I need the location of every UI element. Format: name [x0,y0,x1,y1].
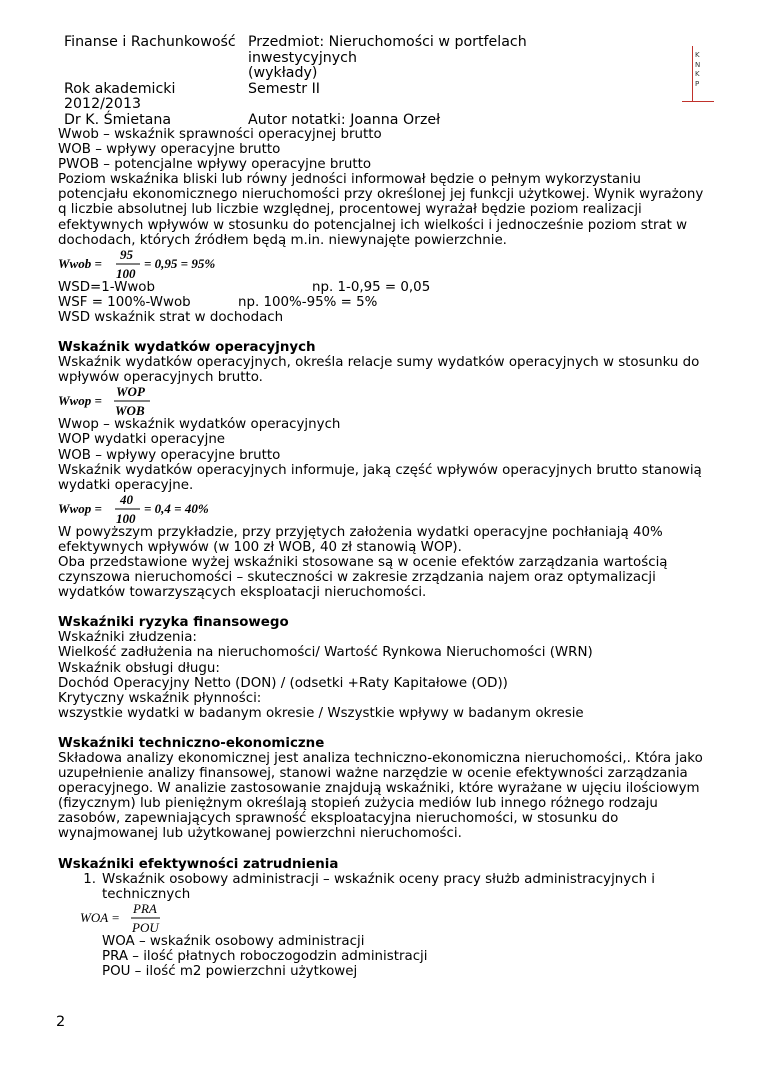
paragraph: W powyższym przykładzie, przy przyjętych założenia wydatki operacyjne pochłaniają 40% efektywnych wpływów (w 100 zł WOB, 40 zł stanowią WOP). [58,524,663,555]
definition-line: Wwop – wskaźnik wydatków operacyjnych [58,417,341,433]
formula-numerator: PRA [133,901,157,916]
wsd-formula: WSD=1-Wwob [58,279,155,295]
definition-line: PWOB – potencjalne wpływy operacyjne brutto [58,157,372,173]
formula-denominator: 100 [116,265,136,280]
definition-line: WOA – wskaźnik osobowy administracji [102,933,365,949]
formula-lhs: Wwob = [58,255,102,271]
faculty-name: Finanse i Rachunkowość [64,34,236,50]
subject-title: Przedmiot: Nieruchomości w portfelach inwestycyjnych [248,34,527,66]
definition-line: WOP wydatki operacyjne [58,432,226,448]
definition-line: Wielkość zadłużenia na nieruchomości/ Wartość Rynkowa Nieruchomości (WRN) [58,645,593,661]
section-heading: Wskaźniki efektywności zatrudnienia [58,856,339,872]
section-heading: Wskaźniki ryzyka finansowego [58,615,289,631]
definition-line: WSD wskaźnik strat w dochodach [58,309,284,325]
formula-numerator: 40 [120,492,133,507]
note-author: Autor notatki: Joanna Orzeł [248,111,441,128]
wsf-formula: WSF = 100%-Wwob [58,294,191,310]
list-number: 1. [83,871,96,887]
paragraph: Oba przedstawione wyżej wskaźniki stosowane są w ocenie efektów zarządzania wartością czynszowa nieruchomości – skuteczności w zakresie zrządzania najem oraz optymalizacji wydatków towarzyszących eksploatacji nieruchomości. [58,554,668,601]
definition-line: wszystkie wydatki w badanym okresie / Wszystkie wpływy w badanym okresie [58,705,584,721]
definition-line: PRA – ilość płatnych roboczogodzin administracji [102,948,428,964]
page-number: 2 [56,1014,66,1030]
formula-wwob [58,248,708,280]
definition-line: Dochód Operacyjny Netto (DON) / (odsetki +Raty Kapitałowe (OD)) [58,675,508,691]
formula-wwop [58,385,708,417]
academic-year-label: Rok akademicki [64,80,176,97]
formula-rhs: = 0,4 = 40% [144,500,209,516]
list-item [58,872,708,902]
definition-line: Krytyczny wskaźnik płynności: [58,690,262,706]
logo-letters: K N K P [695,51,701,88]
formula-denominator: WOB [115,403,145,418]
definition-line: Wskaźnik obsługi długu: [58,660,220,676]
logo-horizontal-line [682,101,714,102]
wsf-example: np. 100%-95% = 5% [238,294,378,310]
paragraph: Poziom wskaźnika bliski lub równy jedności informował będzie o pełnym wykorzystaniu potencjału ekonomicznego nieruchomości przy określonej jej funkcji użytkowej. Wynik wyrażony q liczbie absolutnej lub liczbie względnej, procentowej wyrażał będzie poziom realizacji efektywnych wpływów w stosunku do potencjalnej ich wielkości i jednocześnie poziom strat w dochodach, których źródłem będą m.in. niewynajęte powierzchnie. [58,172,704,248]
definition-line: POU – ilość m2 powierzchni użytkowej [102,964,358,980]
formula-woa [58,902,708,934]
wsd-example: np. 1-0,95 = 0,05 [312,279,431,295]
section-heading: Wskaźniki techniczno-ekonomiczne [58,735,325,751]
subject-subtitle: (wykłady) [248,65,318,81]
paragraph: Składowa analizy ekonomicznej jest analiza techniczno-ekonomiczna nieruchomości,. Która jako uzupełnienie analizy finansowej, stanowi ważne narzędzie w ocenie efektywności zarządzania operacyjnego. W analizie zastosowanie znajdują wskaźniki, które wyrażane w ujęciu ilościowym (fizycznym) lub pieniężnym określają stopień zużycia mediów lub innego różnego rodzaju zasobów, zapewniających sprawność eksploatacyjna nieruchomości, w stosunku do wynajmowanej lub użytkowanej powierzchni nieruchomości. [58,751,703,842]
definition-line: Wwob – wskaźnik sprawności operacyjnej brutto [58,127,382,142]
definition-line: Wskaźniki złudzenia: [58,630,197,646]
formula-denominator: 100 [116,510,136,525]
example-line [58,280,708,295]
formula-numerator: 95 [120,247,133,262]
paragraph: Wskaźnik wydatków operacyjnych informuje, jaką część wpływów operacyjnych brutto stanowią wydatki operacyjne. [58,462,702,493]
section-heading: Wskaźnik wydatków operacyjnych [58,340,316,356]
document-header [64,35,624,128]
logo-vertical-line [692,46,693,101]
list-text: Wskaźnik osobowy administracji – wskaźnik oceny pracy służb administracyjnych i technicznych [102,871,656,902]
definition-line: WOB – wpływy operacyjne brutto [58,142,281,158]
knkp-logo [682,46,714,102]
definition-line: WOB – wpływy operacyjne brutto [58,447,281,463]
formula-wwop-example [58,493,708,525]
example-line [58,295,708,310]
formula-lhs: WOA = [80,909,120,925]
semester: Semestr II [248,80,320,97]
paragraph: Wskaźnik wydatków operacyjnych, określa relacje sumy wydatków operacyjnych w stosunku do wpływów operacyjnych brutto. [58,355,700,386]
formula-rhs: = 0,95 = 95% [144,255,216,271]
academic-year: 2012/2013 [64,96,141,112]
formula-lhs: Wwop = [58,500,102,516]
formula-numerator: WOP [116,385,145,400]
formula-denominator: POU [132,919,159,934]
document-body [58,127,708,979]
formula-lhs: Wwop = [58,393,102,409]
lecturer: Dr K. Śmietana [64,111,172,128]
